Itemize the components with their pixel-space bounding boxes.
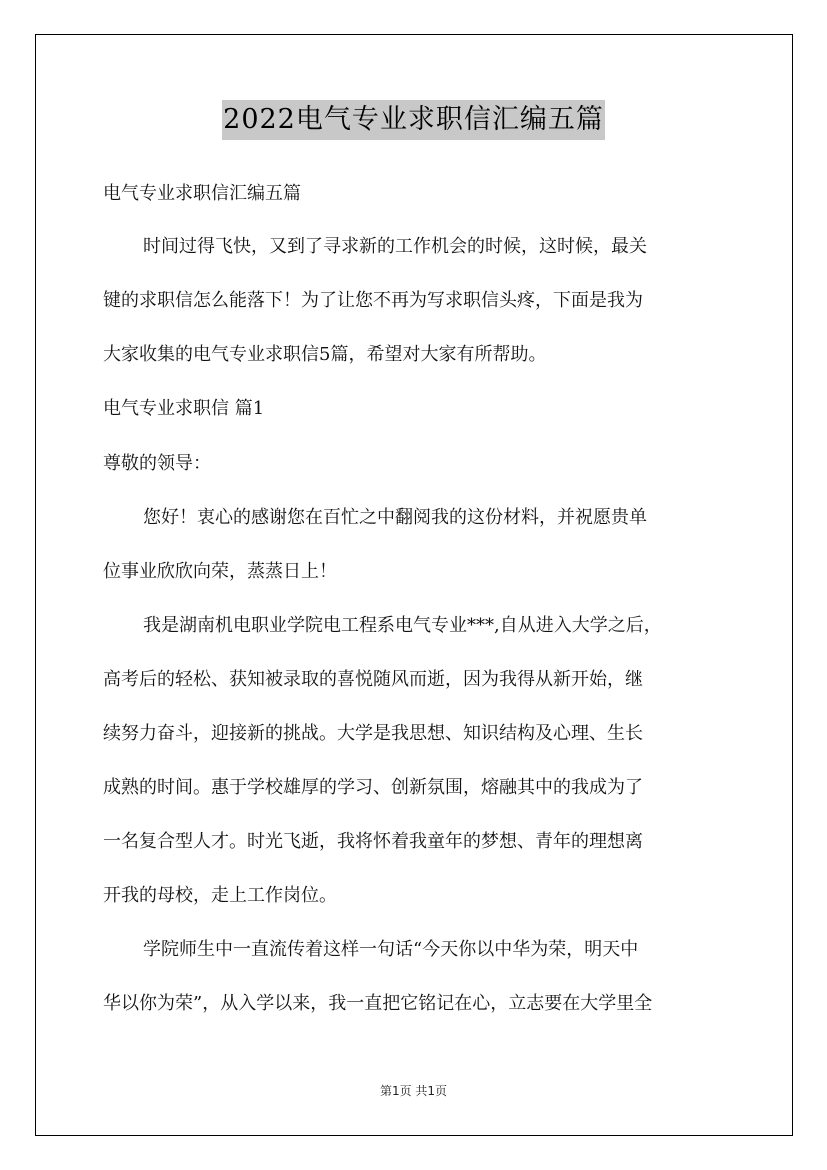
para3-line-2: 华以你为荣”，从入学以来，我一直把它铭记在心，立志要在大学里全 [103, 993, 653, 1014]
para2-line-3: 续努力奋斗，迎接新的挑战。大学是我思想、知识结构及心理、生长 [103, 723, 643, 744]
para2-line-4: 成熟的时间。惠于学校雄厚的学习、创新氛围，熔融其中的我成为了 [103, 777, 643, 798]
para2-line-6: 开我的母校，走上工作岗位。 [103, 885, 337, 906]
intro-line-3: 大家收集的电气专业求职信5篇，希望对大家有所帮助。 [103, 344, 547, 365]
title-container [0, 100, 827, 140]
document-title: 2022电气专业求职信汇编五篇 [222, 100, 605, 140]
salutation: 尊敬的领导： [103, 453, 211, 474]
para2-line-1: 我是湖南机电职业学院电工程系电气专业***,自从进入大学之后， [143, 615, 662, 636]
document-heading: 电气专业求职信汇编五篇 [103, 183, 301, 204]
intro-line-1: 时间过得飞快，又到了寻求新的工作机会的时候，这时候，最关 [143, 236, 647, 257]
para1-line-1: 您好！衷心的感谢您在百忙之中翻阅我的这份材料，并祝愿贵单 [143, 507, 647, 528]
para1-line-2: 位事业欣欣向荣，蒸蒸日上！ [103, 561, 337, 582]
page-footer: 第1页 共1页 [379, 1084, 448, 1098]
para2-line-2: 高考后的轻松、获知被录取的喜悦随风而逝，因为我得从新开始，继 [103, 669, 643, 690]
section-title: 电气专业求职信 篇1 [103, 398, 265, 419]
para2-line-5: 一名复合型人才。时光飞逝，我将怀着我童年的梦想、青年的理想离 [103, 831, 643, 852]
intro-line-2: 键的求职信怎么能落下！为了让您不再为写求职信头疼，下面是我为 [103, 290, 643, 311]
para3-line-1: 学院师生中一直流传着这样一句话“今天你以中华为荣，明天中 [143, 939, 639, 960]
